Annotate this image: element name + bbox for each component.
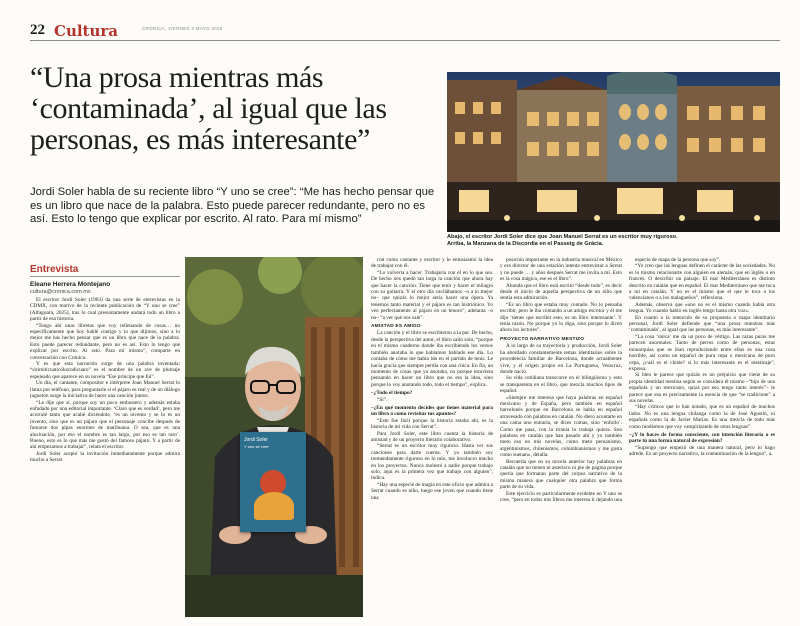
book-cover [240, 432, 306, 532]
question: –¿Todo el tiempo? [371, 390, 413, 397]
column-2 [371, 257, 493, 621]
author-email: cultura@cronica.com.mx [30, 289, 91, 295]
paragraph: “Lo volvería a hacer. Trabajaría con él en lo que sea. De hecho nos quedó tan larga la canción que ahora hay que hacer la canción. Tiene que tenir y hacer el milagro con su guitarra. Y el otro día vacilábamos –o a lo mejor no– que quizás lo mejor sería hacer una ópera. Ya tenemos tanto material y el pájaro es tan histriónico. Yo veo perfectamente al pájaro en un tenoro”, adelanta –o no– “a ver qué nos sale”. [371, 269, 493, 321]
paragraph: Ahonda que el libro está escrito “desde todo”, es decir desde el inicio de aquella perspectiva de un niño que sentía esta admiración. [500, 282, 622, 302]
paragraph: “Tengo ahí unas libretas que voy rellenando de cosas… no específicamente que hoy hablé contigo y lo que dijimos, sino a lo mejor me has hecho pensar que es un libro que nace de la palabra. Esto puede parecer redundante, pero no es así. Esto lo tengo que explicar por escrito. Al rato. Para mí mismo”, comparte en conversación con Crónica. [30, 322, 180, 361]
paragraph: “Hay críticos que lo han notado, que es un español de muchos lados. No es una lengua chilanga como la de José Agustín, ni española como la de Javier Marías. Es una mezcla de todo más como modismos que voy vampirizando de otras lenguas”. [629, 404, 775, 430]
paragraph: “Este fue fácil porque la historia estaba ahí, es la historia de mi vida con Serrat”. [371, 417, 493, 431]
paragraph: Además, observa que «uno no es el mismo cuando habla otra lengua. Yo cuando hablo en inglés tengo hasta otra voz». [629, 301, 775, 315]
paragraph: “Serrat es un escritor muy riguroso. Hasta ver sus canciones para darte cuenta. Y yo también soy tremendamente riguroso en lo mío, me involucro mucho en los proyectos. Nunca molestó a nadie porque trabajo solo, aquí es la primera vez que trabajo con alguien”, indica. [371, 443, 493, 482]
author-name: Eleane Herrera Montejano [30, 281, 111, 288]
building-photo [447, 72, 780, 232]
paragraph: Jordi Soler aceptó la invitación inmediatamente porque admira mucho a Serrat [30, 450, 180, 464]
question: –¿En qué momento decides que tienes material para un libro o como revisitas tus apuntes? [371, 404, 493, 418]
paragraph: “Sí”. [377, 396, 388, 403]
paragraph: «Siempre me interesa que haya palabras en español mexicano y de España, pero también en español barcelonés porque en Barcelona se habla en español atravesado con palabras en catalán. No diero acontarte en una cama uno entraría, se dices comas, sino ‘enfollo’. Como me pasa, con la tiranía lo trabaja quiera. Son palabras en catalán que han pasado ahí y yo también meto eso en mis novelas, como meto peruanismo, argentinismos, chilenismos, colombianismos y me gusta como suenan», detalla. [500, 394, 622, 459]
question: –¿Y lo haces de forma consciente, con intención literaria o es parte tú una forma natural de expresión? [629, 431, 775, 445]
paragraph: Para Jordi Soler, este libro cuenta la historia de amistad y de un proyecto literario colaborativo. [371, 430, 493, 443]
author-photo [185, 257, 363, 617]
section-name: Cultura [54, 22, 118, 40]
subheading: PROYECTO NARRATIVO MESTIZO [500, 336, 585, 342]
paragraph: “Hay una especie de magia en este oficio que admira a Serrat cuando es niño, luego ese joven que cuando tiene una [371, 481, 493, 501]
paragraph: rrat como cantante y escritor y le entusiasmó la idea de trabajar con él. [371, 257, 493, 270]
paragraph: Recuerda que en su novela anterior hay palabras en catalán que no tienen ni asterisco ni pie de página porque queria que formaran parte del corpus narrativo de la misma manera que cualquier otra palabra que forma parte de su vida. [500, 458, 622, 491]
paragraph: “Supongo que empezó de una manera natural, pero lo hago adrede. Es un proyecto narrativo, la contaminación de la lengua”, a. [629, 444, 775, 458]
paragraph: Un día, el cantante, compositor e intérprete Joan Manuel Serrat lo llama por teléfono, para preguntarle si el pájaro es real y de un diálogo juguetón surge la iniciativa de hacer una canción juntos. [30, 380, 180, 400]
caption-line-2: Arriba, la Manzana de la Discordia en el Passeig de Gràcia. [447, 241, 604, 247]
column-4 [629, 257, 775, 621]
book-author: Jordi Soler [244, 437, 268, 443]
page-number: 22 [30, 22, 45, 38]
paragraph: especie de mapa de la persona que soy”. [635, 257, 721, 263]
subheading: AMISTAD ES AMIGO [371, 324, 421, 330]
paragraph: “La cosa ‘única’ me da un poco de vértigo. Las razas puras me parecen anormales. Tanto de perros como de personas, estas monarquías que se iban reproduciendo entre ellos es una cosa horrible, así como un español de pura cepa o mexicano de puro cepa, ¿cuál es el chiste? si lo más interesante es el mestizaje”, expresa. [629, 333, 775, 372]
paragraph: En cuanto a la intención de su propuesta o mapa identitario personal, Jordi Soler defiende que “una prosa mientras más ‘contaminada’, al igual que las personas, es más interesante”. [629, 314, 775, 334]
paragraph: posición importante en la industria musical en México y era director de una estación intenta entrevistar a Serrat y no puede … y años después Serrat me invita a mí. Esto es la cosa mágica, ese es el libro”. [500, 257, 622, 283]
book-title: Y uno se cree [244, 444, 269, 449]
column-1 [30, 297, 180, 617]
headline: “Una prosa mientras más ‘contaminada’, al igual que las personas, es más interesante” [30, 61, 387, 156]
paragraph: El escritor Jordi Soler (1963) da una serie de entrevistas en la CDMX, con motivo de la reciente publicación de “Y uno se cree” (Alfaguara, 2025), tras lo cual presuntamente andará todo un libro a partir de esa historia. [30, 297, 180, 323]
casa-batllo-illustration [447, 72, 780, 232]
column-3 [500, 257, 622, 621]
paragraph: Su vida cotidiana transcurre en el bilingüismo y esto se transparenta en el libro, que mezcla muchos tipos de español. [500, 375, 622, 395]
photo-caption [447, 234, 780, 248]
paragraph: La canción y el libro se escribieron a la par. De hecho, desde la perspectiva del autor, el libro salió solo, “porque en el mismo cuaderno donde iba escribiendo los versos también anotaba lo que habíamos hablado ese día. Lo contaba de cómo me había ido en el partido de tenis. Le hacía gracia que siempre perdía con una chica. En fin, un momento de cosas que yo anotaba, no porque estuviera pensando en hacer un libro que no era la idea, sino porque lo voy anotando todo, todo el tiempo”, explica. [371, 330, 493, 388]
paragraph: “Yo creo que las lenguas definen el carácter de las sociedades. No es lo mismo relacionarte con alguien en alemán, que en inglés o en francés. O describir un paisaje. El mar Mediterráneo es distinto descrito en catalán que en español. El mar Mediterráneo que me toca a mí en catalán. Y no es el mismo que el que le toca a los valencianos o a los malagueños”, reflexiona. [629, 263, 775, 302]
caption-line-1: Abajo, el escritor Jordi Soler dice que Joan Manuel Serrat es un escritor muy riguroso. [447, 234, 678, 240]
deck: Jordi Soler habla de su reciente libro “Y uno se cree”: “Me has hecho pensar que es un libro que nace de la palabra. Esto puede parecer redundante, pero no es así. Esto lo tengo que explicar por escrito. Al rato. Para mí mismo” [30, 186, 435, 226]
paragraph: A lo largo de su trayectoria y producción, Jordi Soler ha abordado constantemente temas identitarios sobre la procedencia familiar de Barcelona, donde actualmente vive, y el origen propio en La Portuguesa, Veracruz, donde nació. [500, 343, 622, 375]
paragraph: Y es que esta narración surge de una palabra inventada: “sirimiticuaticókorodicuaro” es el nombre de un ave de plumaje espejeado que aparece en su novela “Ese príncipe que fui”. [30, 361, 180, 380]
running-header: CRÓNICA, VIERNES 2 MAYO 2025 [142, 26, 223, 31]
paragraph: Si bien le parece que quizás es un prejuicio que viene de su propia identidad mestiza según se considera él mismo –“hijo de una española y un mexicano, quizá por eso tengo tanto interés”– le parece que esa es precisamente la esencia de que “se tradicione” a sus novelas. [629, 372, 775, 404]
paragraph: “Le dije que sí, porque soy un poco embustero y además estaba enfadado por una editorial importante. ‘Claro que es verdad’, pero me acorralé tanto que acabé diciéndole, ‘es un invento y se lo es un invento, sino que es un pájaro que el personaje concibe después de fumarse dos pipas enormes de marihuana. O sea, que es una alucinación, por eso el nombre es tan largo, por eso es tan raro’. Bueno, esto es lo que más me gustó del famoso pájaro. Y a partir de ahí empezamos a trabajar”, relata el escritor. [30, 399, 180, 451]
paragraph: “Es un libro que estaba muy contado. No lo pensaba escribir, pero le iba contando a un amigo escritor y él me dijo ‘tienes que escribir esto, es un libro interesante’. Y tenía razón. No porque yo lo diga, sino porque lo dicen ahora los lectores”. [500, 301, 622, 334]
paragraph: Este ejercicio es particularmente evidente en Y uno se cree, “pero en todos mis libros me interesa ir dejando una [500, 490, 622, 504]
page-header [30, 22, 780, 41]
cover-graphic [254, 492, 294, 520]
byline [30, 276, 180, 295]
section-tag: Entrevista [30, 264, 79, 275]
